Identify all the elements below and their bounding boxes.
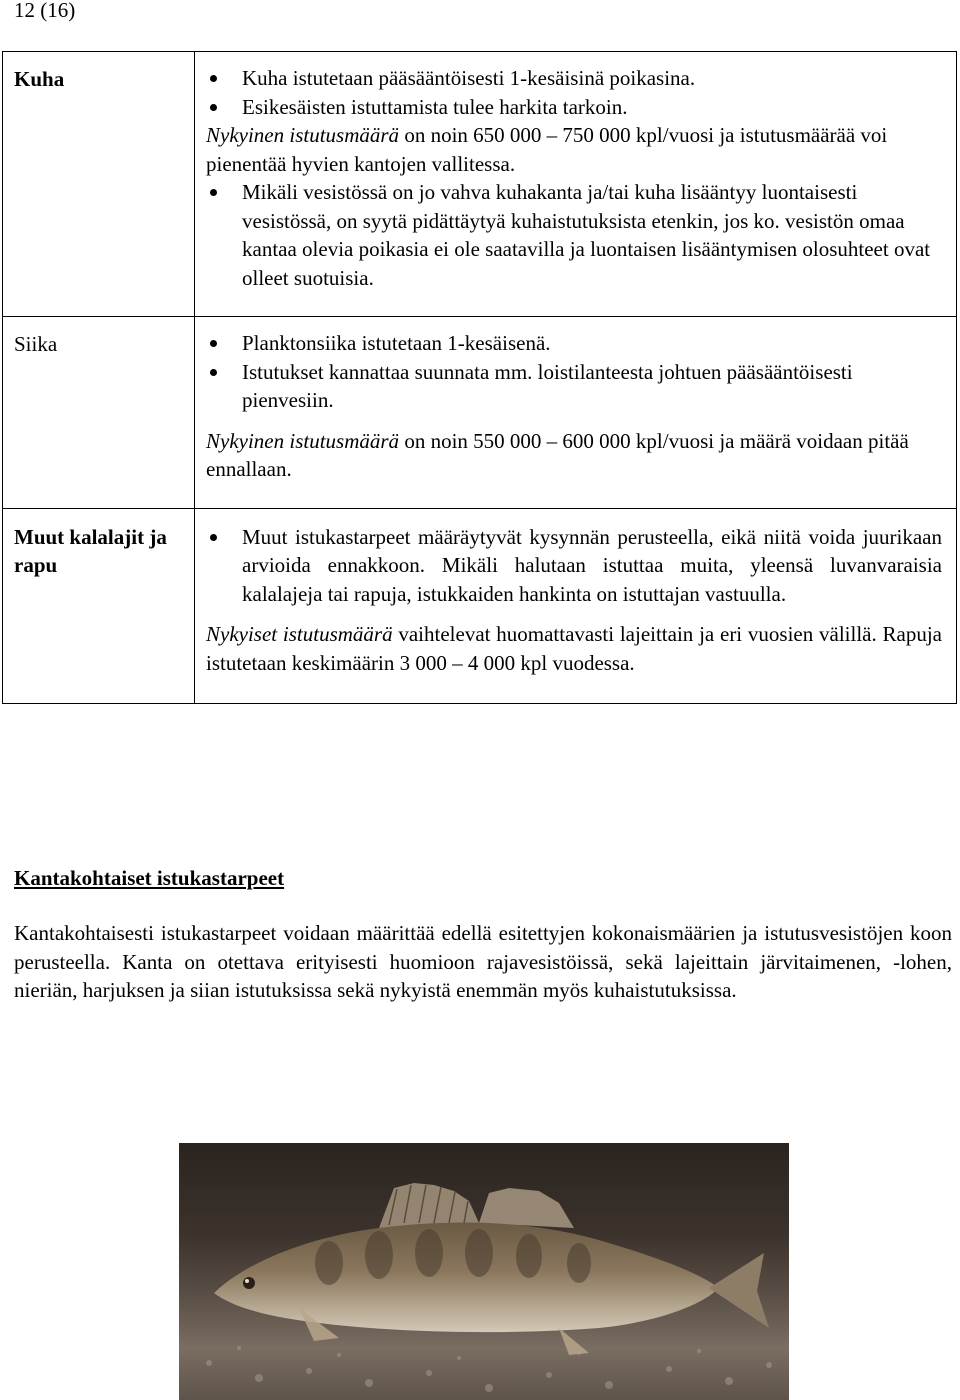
muut-bullets xyxy=(206,523,942,609)
section-heading: Kantakohtaiset istukastarpeet xyxy=(14,866,285,890)
kuha-stocking-note xyxy=(206,121,942,178)
note-text: on noin 550 000 – 600 000 kpl/vuosi ja määrä voidaan pitää ennallaan. xyxy=(206,428,909,481)
list-item: Mikäli vesistössä on jo vahva kuhakanta ja/tai kuha lisääntyy luontaisesti vesistössä, on syytä pidättäytyä kuhaistutuksista etenkin, jos ko. vesistön omaa kantaa olevia poikasia ei ole saatavilla ja luontaisen lisääntymisen olosuhteet ovat olleet suotuisia. xyxy=(206,178,942,304)
section-body: Kantakohtaisesti istukastarpeet voidaan määrittää edellä esitettyjen kokonaismäärien ja istutusvesistöjen koon perusteella. Kanta on otettava erityisesti huomioon rajavesistöissä, sekä lajeittain järvitaimenen, -lohen, nieriän, harjuksen ja siian istutuksissa sekä nykyistä enemmän myös kuhaistutuksissa. xyxy=(14,921,952,1002)
kuha-bullets-2 xyxy=(206,178,942,304)
list-item: Kuha istutetaan pääsääntöisesti 1-kesäisinä poikasina. xyxy=(206,64,942,93)
list-item: Esikesäisten istuttamista tulee harkita tarkoin. xyxy=(206,93,942,122)
note-em: Nykyinen istutusmäärä xyxy=(206,123,400,147)
fish-illustration xyxy=(179,1143,789,1400)
row-label-muut: Muut kalalajit ja rapu xyxy=(14,524,167,577)
page-number: 12 (16) xyxy=(14,0,76,22)
siika-bullets xyxy=(206,329,942,415)
species-stocking-table xyxy=(2,51,957,704)
note-text: vaihtelevat huomattavasti lajeittain ja eri vuosien välillä. Rapuja istutetaan keskimäärin 3 000 – 4 000 kpl vuodessa. xyxy=(206,622,942,675)
kuha-bullets-1 xyxy=(206,64,942,121)
note-em: Nykyiset istutusmäärä xyxy=(206,622,393,646)
zander-photo xyxy=(179,1143,789,1400)
row-label-kuha: Kuha xyxy=(14,67,65,91)
list-item: Istutukset kannattaa suunnata mm. loistilanteesta johtuen pääsääntöisesti pienvesiin. xyxy=(206,358,942,415)
table-row-muut xyxy=(3,508,957,704)
table-row-siika xyxy=(3,317,957,509)
muut-stocking-note xyxy=(206,620,942,691)
table-row-kuha xyxy=(3,52,957,317)
list-item: Planktonsiika istutetaan 1-kesäisenä. xyxy=(206,329,942,358)
note-text: on noin 650 000 – 750 000 kpl/vuosi ja istutusmäärää voi pienentää hyvien kantojen vallitessa. xyxy=(206,123,888,176)
note-em: Nykyinen istutusmäärä xyxy=(206,428,400,453)
siika-stocking-note xyxy=(206,427,942,496)
row-label-siika: Siika xyxy=(14,332,58,356)
list-item: Muut istukastarpeet määräytyvät kysynnän perusteella, eikä niitä voida juurikaan arvioida ennakkoon. Mikäli halutaan istuttaa muita, yleensä luvanvaraisia kalalajeja tai rapuja, istukkaiden hankinta on istuttajan vastuulla. xyxy=(206,523,942,609)
